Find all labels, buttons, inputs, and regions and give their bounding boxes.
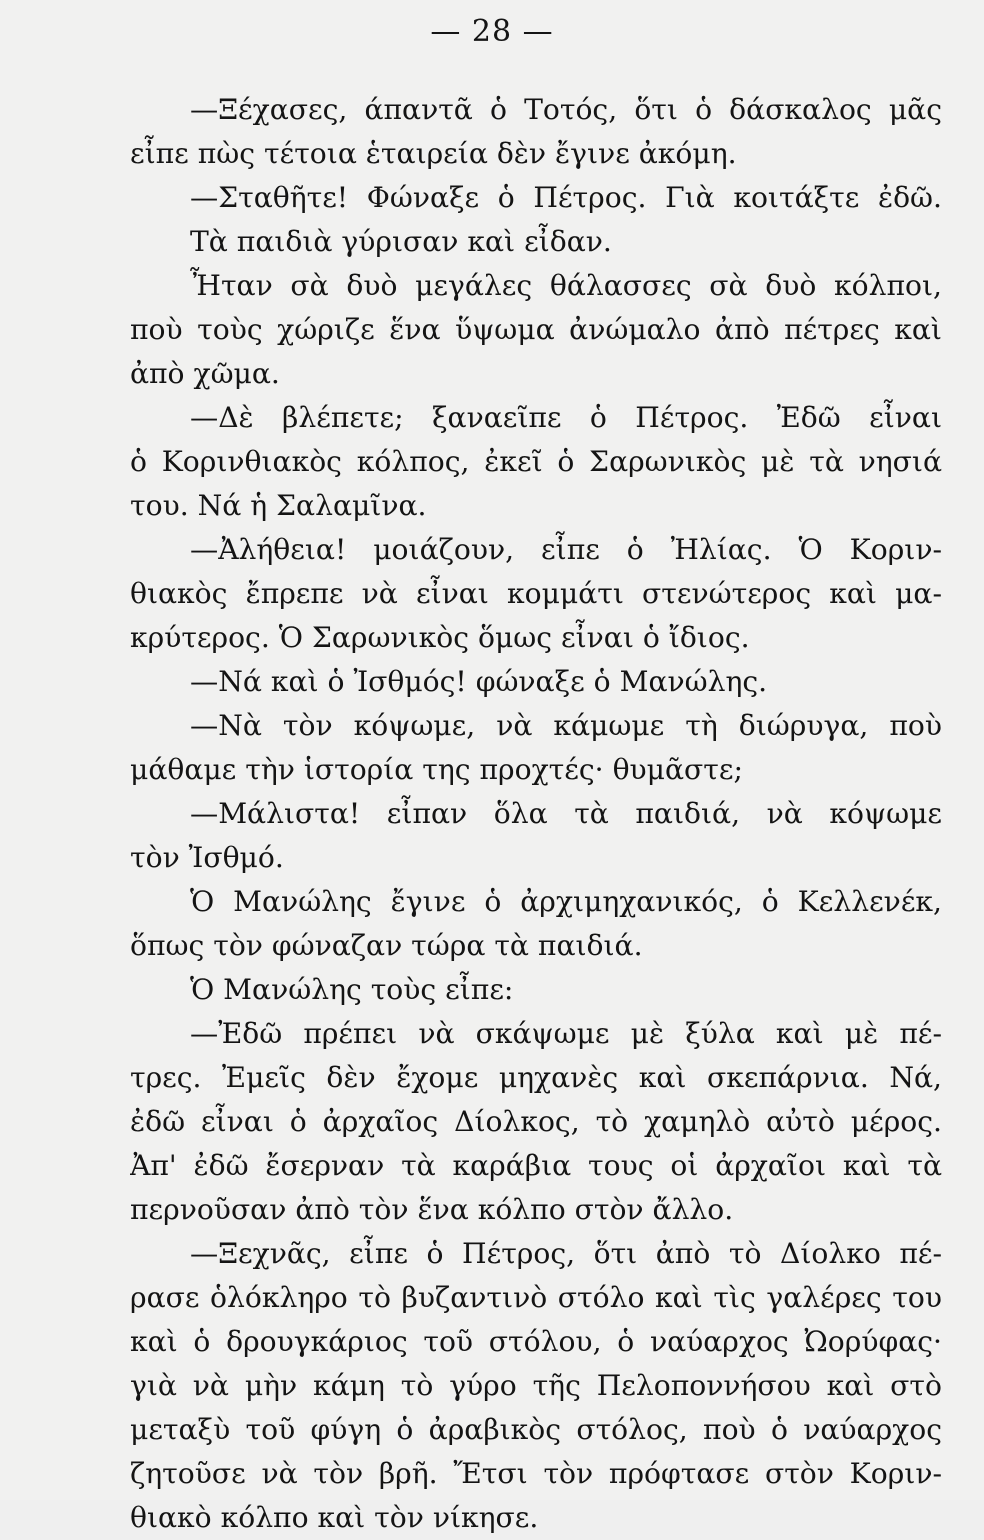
text-line: εἶπε πὼς τέτοια ἑταιρεία δὲν ἔγινε ἀκόμη.: [130, 137, 737, 170]
text-line: ὅπως τὸν φώναζαν τώρα τὰ παιδιά.: [130, 929, 643, 962]
text-line: ὁ Κορινθιακὸς κόλπος, ἐκεῖ ὁ Σαρωνικὸς μὲ τὰ νησιά: [130, 445, 942, 478]
text-line: μεταξὺ τοῦ φύγη ὁ ἀραβικὸς στόλος, ποὺ ὁ ναύαρχος: [130, 1413, 942, 1446]
text-line: Τὰ παιδιὰ γύρισαν καὶ εἶδαν.: [190, 225, 612, 258]
text-line: —Νά καὶ ὁ Ἰσθμός! φώναξε ὁ Μανώλης.: [190, 665, 768, 698]
text-line: —Νὰ τὸν κόψωμε, νὰ κάμωμε τὴ διώρυγα, ποὺ: [190, 709, 942, 742]
text-line: —Ἀλήθεια! μοιάζουν, εἶπε ὁ Ἠλίας. Ὁ Κοριν-: [190, 533, 942, 566]
text-line: ποὺ τοὺς χώριζε ἕνα ὕψωμα ἀνώμαλο ἀπὸ πέτρες καὶ: [130, 313, 942, 346]
text-line: —Δὲ βλέπετε; ξαναεῖπε ὁ Πέτρος. Ἐδῶ εἶναι: [190, 401, 942, 434]
text-line: Ἦταν σὰ δυὸ μεγάλες θάλασσες σὰ δυὸ κόλποι,: [190, 269, 942, 302]
text-line: Ὁ Μανώλης τοὺς εἶπε:: [190, 973, 514, 1006]
text-line: —Ἐδῶ πρέπει νὰ σκάψωμε μὲ ξύλα καὶ μὲ πέ-: [190, 1017, 942, 1050]
text-line: μάθαμε τὴν ἱστορία της προχτές· θυμᾶστε;: [130, 753, 743, 786]
text-line: θιακὸ κόλπο καὶ τὸν νίκησε.: [130, 1501, 539, 1534]
text-line: ζητοῦσε νὰ τὸν βρῆ. Ἔτσι τὸν πρόφτασε στὸν Κοριν-: [130, 1457, 942, 1490]
text-line: περνοῦσαν ἀπὸ τὸν ἕνα κόλπο στὸν ἄλλο.: [130, 1193, 734, 1226]
page-number: — 28 —: [430, 14, 554, 49]
text-line: ἐδῶ εἶναι ὁ ἀρχαῖος Δίολκος, τὸ χαμηλὸ αὐτὸ μέρος.: [130, 1105, 942, 1138]
text-line: —Ξεχνᾶς, εἶπε ὁ Πέτρος, ὅτι ἀπὸ τὸ Δίολκο πέ-: [190, 1237, 942, 1270]
text-line: —Σταθῆτε! Φώναξε ὁ Πέτρος. Γιὰ κοιτάξτε ἐδῶ.: [190, 181, 942, 214]
text-line: τρες. Ἐμεῖς δὲν ἔχομε μηχανὲς καὶ σκεπάρνια. Νά,: [130, 1061, 942, 1094]
text-line: του. Νά ἡ Σαλαμῖνα.: [130, 489, 427, 522]
text-line: ἀπὸ χῶμα.: [130, 357, 280, 390]
text-line: Ἀπ' ἐδῶ ἔσερναν τὰ καράβια τους οἱ ἀρχαῖοι καὶ τὰ: [130, 1149, 942, 1182]
text-line: Ὁ Μανώλης ἔγινε ὁ ἀρχιμηχανικός, ὁ Κελλενέκ,: [190, 885, 942, 918]
text-line: ρασε ὁλόκληρο τὸ βυζαντινὸ στόλο καὶ τὶς γαλέρες του: [130, 1281, 942, 1314]
text-line: τὸν Ἰσθμό.: [130, 841, 284, 874]
text-line: —Μάλιστα! εἶπαν ὅλα τὰ παιδιά, νὰ κόψωμε: [190, 797, 942, 830]
text-line: θιακὸς ἔπρεπε νὰ εἶναι κομμάτι στενώτερος καὶ μα-: [130, 577, 942, 610]
text-line: καὶ ὁ δρουγκάριος τοῦ στόλου, ὁ ναύαρχος Ὠορύφας·: [130, 1325, 942, 1358]
page-text-body: [130, 88, 942, 1540]
text-line: κρύτερος. Ὁ Σαρωνικὸς ὅμως εἶναι ὁ ἴδιος.: [130, 621, 750, 654]
text-line: —Ξέχασες, άπαντᾶ ὁ Τοτός, ὅτι ὁ δάσκαλος μᾶς: [190, 93, 942, 126]
text-line: γιὰ νὰ μὴν κάμη τὸ γύρο τῆς Πελοποννήσου καὶ στὸ: [130, 1369, 942, 1402]
